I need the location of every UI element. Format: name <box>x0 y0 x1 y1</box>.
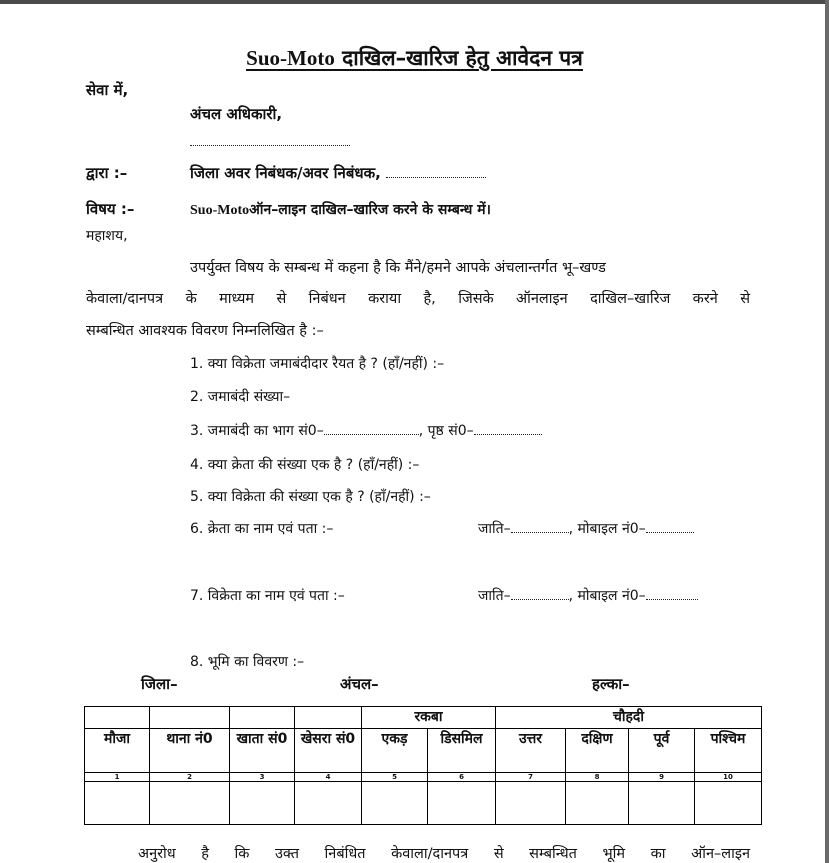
page-title: Suo-Moto दाखिल–खारिज हेतु आवेदन पत्र <box>246 46 583 70</box>
header-area-group: रकबा <box>362 707 496 729</box>
item-8: 8. भूमि का विवरण :– <box>190 654 305 670</box>
circle-label: अंचल– <box>340 675 379 693</box>
entry-cell <box>566 782 629 825</box>
header-decimal: डिसमिल <box>428 729 496 773</box>
entry-cell <box>230 782 295 825</box>
district-label: जिला– <box>141 675 178 693</box>
column-number: 2 <box>150 773 230 782</box>
column-number: 10 <box>695 773 762 782</box>
header-khata-no: खाता सं0 <box>230 729 295 773</box>
officer-blank <box>190 144 350 146</box>
column-number: 3 <box>230 773 295 782</box>
blank-cell <box>295 707 362 729</box>
item-7-extra: जाति– , मोबाइल नं0– <box>478 586 698 605</box>
blank-cell <box>150 707 230 729</box>
body-line-3: सम्बन्धित आवश्यक विवरण निम्नलिखित है :– <box>86 323 324 339</box>
header-boundary-group: चौहदी <box>496 707 762 729</box>
right-scrollbar[interactable] <box>825 0 829 863</box>
greeting: महाशय, <box>86 228 128 244</box>
header-acre: एकड़ <box>362 729 428 773</box>
via-text: जिला अवर निबंधक/अवर निबंधक, <box>190 163 486 183</box>
body-line-1: उपर्युक्त विषय के सम्बन्ध में कहना है कि मैंने/हमने आपके अंचलान्तर्गत भू–खण्ड <box>190 260 606 276</box>
column-number: 5 <box>362 773 428 782</box>
column-number: 8 <box>566 773 629 782</box>
halka-label: हल्का– <box>592 675 630 693</box>
body-line-2: केवाला/दानपत्र के माध्यम से निबंधन कराया है, जिसके ऑनलाइन दाखिल–खारिज करने से <box>86 291 750 307</box>
header-east: पूर्व <box>629 729 695 773</box>
entry-cell <box>295 782 362 825</box>
entry-cell <box>695 782 762 825</box>
top-border <box>0 0 829 4</box>
column-number: 7 <box>496 773 566 782</box>
subject-text: Suo-Motoऑन–लाइन दाखिल–खारिज करने के सम्बन्ध में। <box>190 202 491 218</box>
header-south: दक्षिण <box>566 729 629 773</box>
footer-line: अनुरोध है कि उक्त निबंधित केवाला/दानपत्र से सम्बन्धित भूमि का ऑन–लाइन <box>138 846 750 862</box>
via-label: द्वारा :– <box>86 164 128 182</box>
entry-cell <box>496 782 566 825</box>
header-mauja: मौजा <box>85 729 150 773</box>
entry-cell <box>428 782 496 825</box>
subject-label: विषय :– <box>86 200 135 218</box>
land-details-table <box>84 706 762 825</box>
column-number: 4 <box>295 773 362 782</box>
item-6: 6. क्रेता का नाम एवं पता :– <box>190 521 334 537</box>
entry-cell <box>85 782 150 825</box>
item-1: 1. क्या विक्रेता जमाबंदीदार रैयत है ? (हाँ/नहीं) :– <box>190 356 445 372</box>
item-2: 2. जमाबंदी संख्या– <box>190 389 291 405</box>
entry-cell <box>150 782 230 825</box>
blank-cell <box>230 707 295 729</box>
item-6-extra: जाति– , मोबाइल नं0– <box>478 519 694 538</box>
column-number: 1 <box>85 773 150 782</box>
item-3: 3. जमाबंदी का भाग सं0– , पृष्ठ सं0– <box>190 421 542 440</box>
item-7: 7. विक्रेता का नाम एवं पता :– <box>190 588 345 604</box>
entry-cell <box>629 782 695 825</box>
header-thana-no: थाना नं0 <box>150 729 230 773</box>
blank-cell <box>85 707 150 729</box>
column-number: 9 <box>629 773 695 782</box>
entry-cell <box>362 782 428 825</box>
header-west: पश्चिम <box>695 729 762 773</box>
salutation-to: सेवा में, <box>86 81 129 99</box>
item-5: 5. क्या विक्रेता की संख्या एक है ? (हाँ/नहीं) :– <box>190 489 431 505</box>
officer-line: अंचल अधिकारी, <box>190 105 283 123</box>
header-khesra-no: खेसरा सं0 <box>295 729 362 773</box>
item-4: 4. क्या क्रेता की संख्या एक है ? (हाँ/नहीं) :– <box>190 457 420 473</box>
column-number: 6 <box>428 773 496 782</box>
header-north: उत्तर <box>496 729 566 773</box>
